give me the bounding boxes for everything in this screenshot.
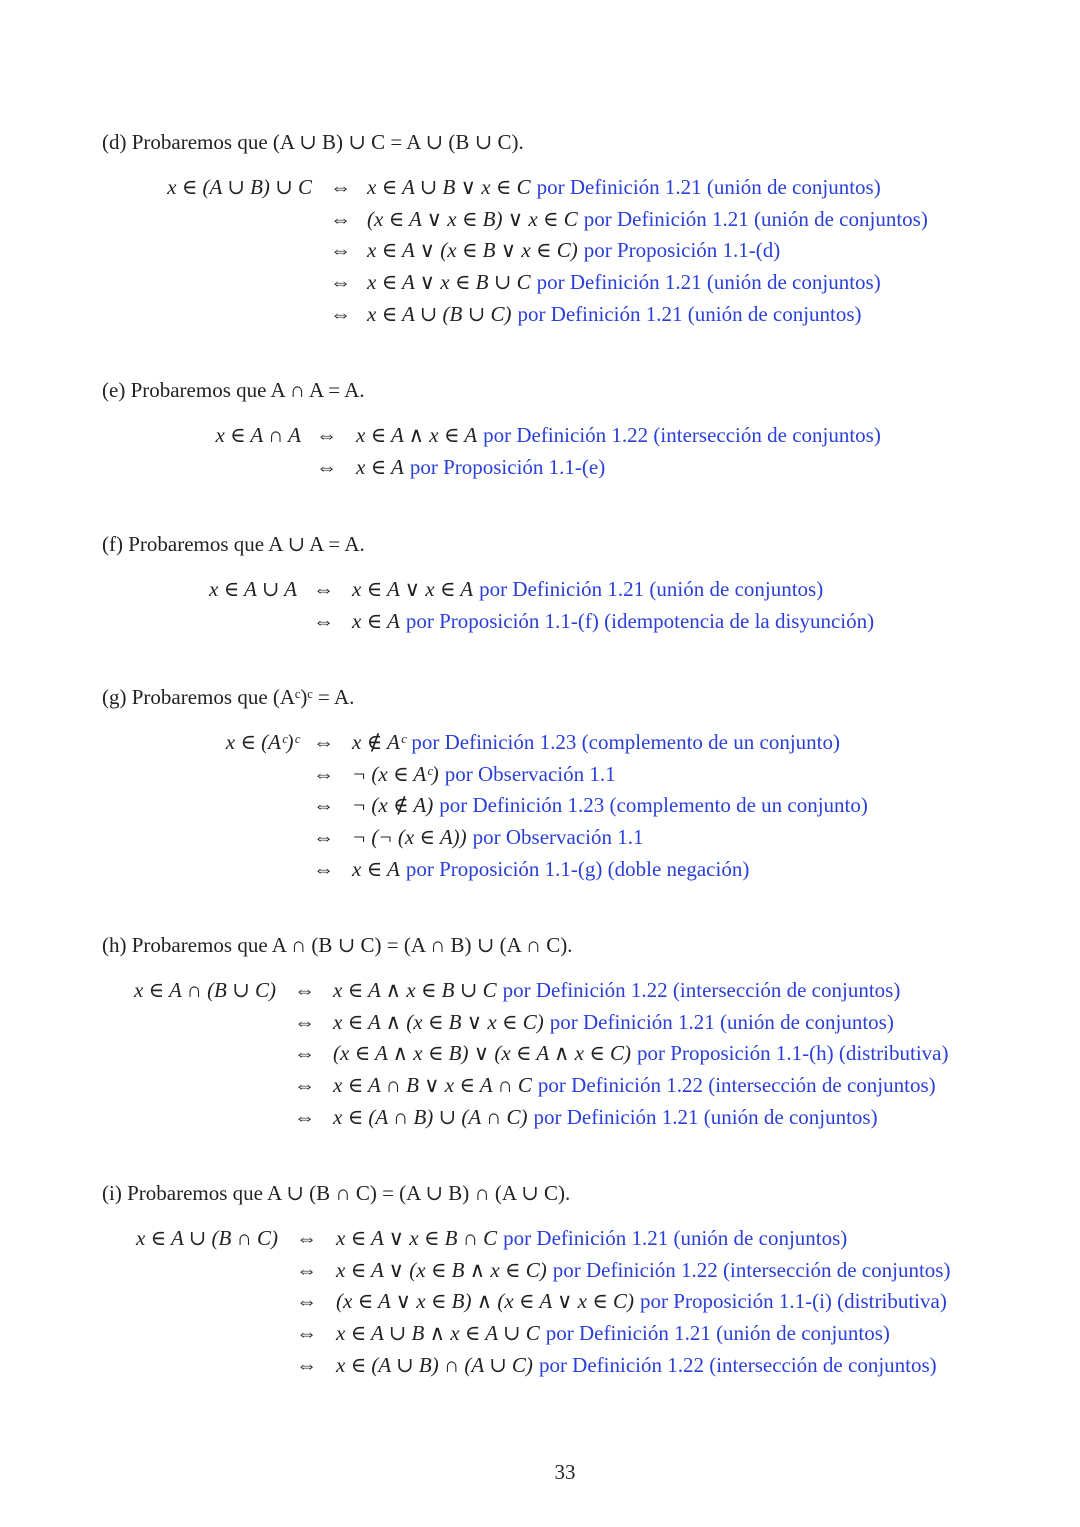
derivation-lhs: x ∈ A ∪ A <box>209 577 297 601</box>
step-justification-link[interactable]: por Definición 1.21 (unión de conjuntos) <box>479 577 824 601</box>
item-label: (h) <box>102 933 127 957</box>
page-number: 33 <box>554 1460 576 1484</box>
step-expression: x ∈ A ∧ (x ∈ B ∨ x ∈ C) <box>333 1009 544 1034</box>
iff-arrow-icon: ⇔ <box>296 1289 317 1314</box>
statement-text: Probaremos que A ∪ A = A. <box>128 532 365 556</box>
step-justification-link[interactable]: por Proposición 1.1-(e) <box>409 454 606 479</box>
step-justification-link[interactable]: por Definición 1.21 (unión de conjuntos) <box>536 175 881 199</box>
step-justification-link[interactable]: por Proposición 1.1-(i) (distributiva) <box>640 1289 947 1314</box>
iff-arrow-icon: ⇔ <box>313 608 334 633</box>
derivation-row <box>0 423 1080 455</box>
derivation-row <box>0 1010 1080 1042</box>
iff-arrow-icon: ⇔ <box>330 270 351 295</box>
step-justification-link[interactable]: por Definición 1.22 (intersección de conjuntos) <box>502 978 901 1002</box>
derivation-row <box>0 857 1080 889</box>
step-justification-link[interactable]: por Proposición 1.1-(f) (idempotencia de la disyunción) <box>405 608 875 633</box>
step-expression: x ∈ A ∨ (x ∈ B ∧ x ∈ C) <box>336 1257 547 1282</box>
proof-heading <box>102 1181 570 1206</box>
iff-arrow-icon: ⇔ <box>330 206 351 231</box>
step-justification-link[interactable]: por Definición 1.21 (unión de conjuntos) <box>503 1226 848 1250</box>
step-expression: x ∈ A ∧ x ∈ A <box>356 423 478 447</box>
iff-arrow-icon: ⇔ <box>313 577 334 601</box>
step-expression: ¬ (¬ (x ∈ A)) <box>352 825 467 850</box>
item-label: (i) <box>102 1181 122 1205</box>
derivation-row <box>0 1321 1080 1353</box>
iff-arrow-icon: ⇔ <box>294 1104 315 1129</box>
step-expression: x ∈ A <box>352 856 400 881</box>
iff-arrow-icon: ⇔ <box>313 825 334 850</box>
derivation-lhs: x ∈ (A ∪ B) ∪ C <box>167 175 312 199</box>
step-justification-link[interactable]: por Definición 1.21 (unión de conjuntos) <box>545 1321 890 1346</box>
step-expression: x ∉ Aᶜ <box>352 730 406 754</box>
step-expression: x ∈ A ∪ B ∨ x ∈ C <box>367 175 531 199</box>
iff-arrow-icon: ⇔ <box>316 454 337 479</box>
step-expression: x ∈ A ∧ x ∈ B ∪ C <box>333 978 497 1002</box>
iff-arrow-icon: ⇔ <box>313 793 334 818</box>
proof-heading <box>102 685 354 710</box>
iff-arrow-icon: ⇔ <box>294 1041 315 1066</box>
iff-arrow-icon: ⇔ <box>296 1257 317 1282</box>
step-expression: x ∈ (A ∩ B) ∪ (A ∩ C) <box>333 1104 528 1129</box>
iff-arrow-icon: ⇔ <box>294 978 315 1002</box>
derivation-row <box>0 762 1080 794</box>
step-justification-link[interactable]: por Definición 1.23 (complemento de un conjunto) <box>439 793 868 818</box>
iff-arrow-icon: ⇔ <box>313 761 334 786</box>
step-expression: x ∈ A <box>352 608 400 633</box>
iff-arrow-icon: ⇔ <box>316 423 337 447</box>
step-expression: (x ∈ A ∧ x ∈ B) ∨ (x ∈ A ∧ x ∈ C) <box>333 1041 632 1066</box>
iff-arrow-icon: ⇔ <box>330 175 351 199</box>
step-justification-link[interactable]: por Proposición 1.1-(h) (distributiva) <box>637 1041 949 1066</box>
derivation-row <box>0 1226 1080 1258</box>
iff-arrow-icon: ⇔ <box>294 1073 315 1098</box>
step-expression: x ∈ A ∩ B ∨ x ∈ A ∩ C <box>333 1073 532 1098</box>
proof-heading <box>102 532 365 557</box>
iff-arrow-icon: ⇔ <box>330 301 351 326</box>
step-expression: ¬ (x ∉ A) <box>352 793 434 818</box>
derivation-row <box>0 175 1080 207</box>
derivation-row <box>0 825 1080 857</box>
item-label: (e) <box>102 378 126 402</box>
item-label: (f) <box>102 532 123 556</box>
step-justification-link[interactable]: por Proposición 1.1-(d) <box>583 238 781 263</box>
statement-text: Probaremos que (A ∪ B) ∪ C = A ∪ (B ∪ C). <box>131 130 524 154</box>
derivation-row <box>0 1105 1080 1137</box>
step-justification-link[interactable]: por Proposición 1.1-(g) (doble negación) <box>405 856 750 881</box>
step-justification-link[interactable]: por Definición 1.22 (intersección de conjuntos) <box>483 423 881 447</box>
step-justification-link[interactable]: por Definición 1.21 (unión de conjuntos) <box>533 1104 878 1129</box>
statement-text: Probaremos que (Aᶜ)ᶜ = A. <box>131 685 355 709</box>
iff-arrow-icon: ⇔ <box>296 1352 317 1377</box>
step-justification-link[interactable]: por Definición 1.21 (unión de conjuntos) <box>536 270 881 295</box>
derivation-row <box>0 793 1080 825</box>
step-expression: x ∈ (A ∪ B) ∩ (A ∪ C) <box>336 1352 533 1377</box>
step-expression: ¬ (x ∈ Aᶜ) <box>352 761 439 786</box>
derivation-row <box>0 1258 1080 1290</box>
step-expression: (x ∈ A ∨ x ∈ B) ∧ (x ∈ A ∨ x ∈ C) <box>336 1289 635 1314</box>
statement-text: Probaremos que A ∪ (B ∩ C) = (A ∪ B) ∩ (A ∪ C). <box>127 1181 571 1205</box>
derivation-lhs: x ∈ (Aᶜ)ᶜ <box>225 730 299 754</box>
derivation-row <box>0 207 1080 239</box>
step-expression: x ∈ A ∨ x ∈ B ∩ C <box>336 1226 498 1250</box>
iff-arrow-icon: ⇔ <box>330 238 351 263</box>
iff-arrow-icon: ⇔ <box>296 1321 317 1346</box>
derivation-row <box>0 1073 1080 1105</box>
derivation-lhs: x ∈ A ∪ (B ∩ C) <box>135 1226 278 1250</box>
item-label: (g) <box>102 685 127 709</box>
step-expression: x ∈ A <box>356 454 404 479</box>
step-justification-link[interactable]: por Definición 1.22 (intersección de conjuntos) <box>537 1073 936 1098</box>
step-justification-link[interactable]: por Observación 1.1 <box>472 825 644 850</box>
derivation-row <box>0 238 1080 270</box>
statement-text: Probaremos que A ∩ A = A. <box>130 378 365 402</box>
derivation-row <box>0 302 1080 334</box>
derivation-row <box>0 978 1080 1010</box>
step-justification-link[interactable]: por Definición 1.22 (intersección de conjuntos) <box>552 1257 951 1282</box>
step-justification-link[interactable]: por Definición 1.21 (unión de conjuntos) <box>517 301 862 326</box>
derivation-row <box>0 270 1080 302</box>
step-expression: x ∈ A ∨ (x ∈ B ∨ x ∈ C) <box>367 238 578 263</box>
step-justification-link[interactable]: por Observación 1.1 <box>444 761 616 786</box>
step-expression: x ∈ A ∨ x ∈ A <box>352 577 474 601</box>
iff-arrow-icon: ⇔ <box>296 1226 317 1250</box>
derivation-row <box>0 1289 1080 1321</box>
proof-heading <box>102 933 573 958</box>
step-justification-link[interactable]: por Definición 1.21 (unión de conjuntos) <box>549 1009 894 1034</box>
step-expression: x ∈ A ∪ (B ∪ C) <box>367 301 512 326</box>
iff-arrow-icon: ⇔ <box>294 1009 315 1034</box>
step-expression: x ∈ A ∨ x ∈ B ∪ C <box>367 270 531 295</box>
derivation-lhs: x ∈ A ∩ A <box>215 423 301 447</box>
derivation-row <box>0 609 1080 641</box>
derivation-row <box>0 730 1080 762</box>
step-expression: (x ∈ A ∨ x ∈ B) ∨ x ∈ C <box>367 206 578 231</box>
derivation-row <box>0 455 1080 487</box>
derivation-row <box>0 1353 1080 1385</box>
step-justification-link[interactable]: por Definición 1.21 (unión de conjuntos) <box>583 206 928 231</box>
step-expression: x ∈ A ∪ B ∧ x ∈ A ∪ C <box>336 1321 540 1346</box>
proof-heading <box>102 378 365 403</box>
derivation-row <box>0 577 1080 609</box>
step-justification-link[interactable]: por Definición 1.23 (complemento de un conjunto) <box>411 730 840 754</box>
step-justification-link[interactable]: por Definición 1.22 (intersección de conjuntos) <box>538 1352 937 1377</box>
proof-heading <box>102 130 524 155</box>
derivation-lhs: x ∈ A ∩ (B ∪ C) <box>133 978 276 1002</box>
iff-arrow-icon: ⇔ <box>313 856 334 881</box>
derivation-row <box>0 1041 1080 1073</box>
statement-text: Probaremos que A ∩ (B ∪ C) = (A ∩ B) ∪ (A ∩ C). <box>131 933 573 957</box>
item-label: (d) <box>102 130 127 154</box>
iff-arrow-icon: ⇔ <box>313 730 334 754</box>
